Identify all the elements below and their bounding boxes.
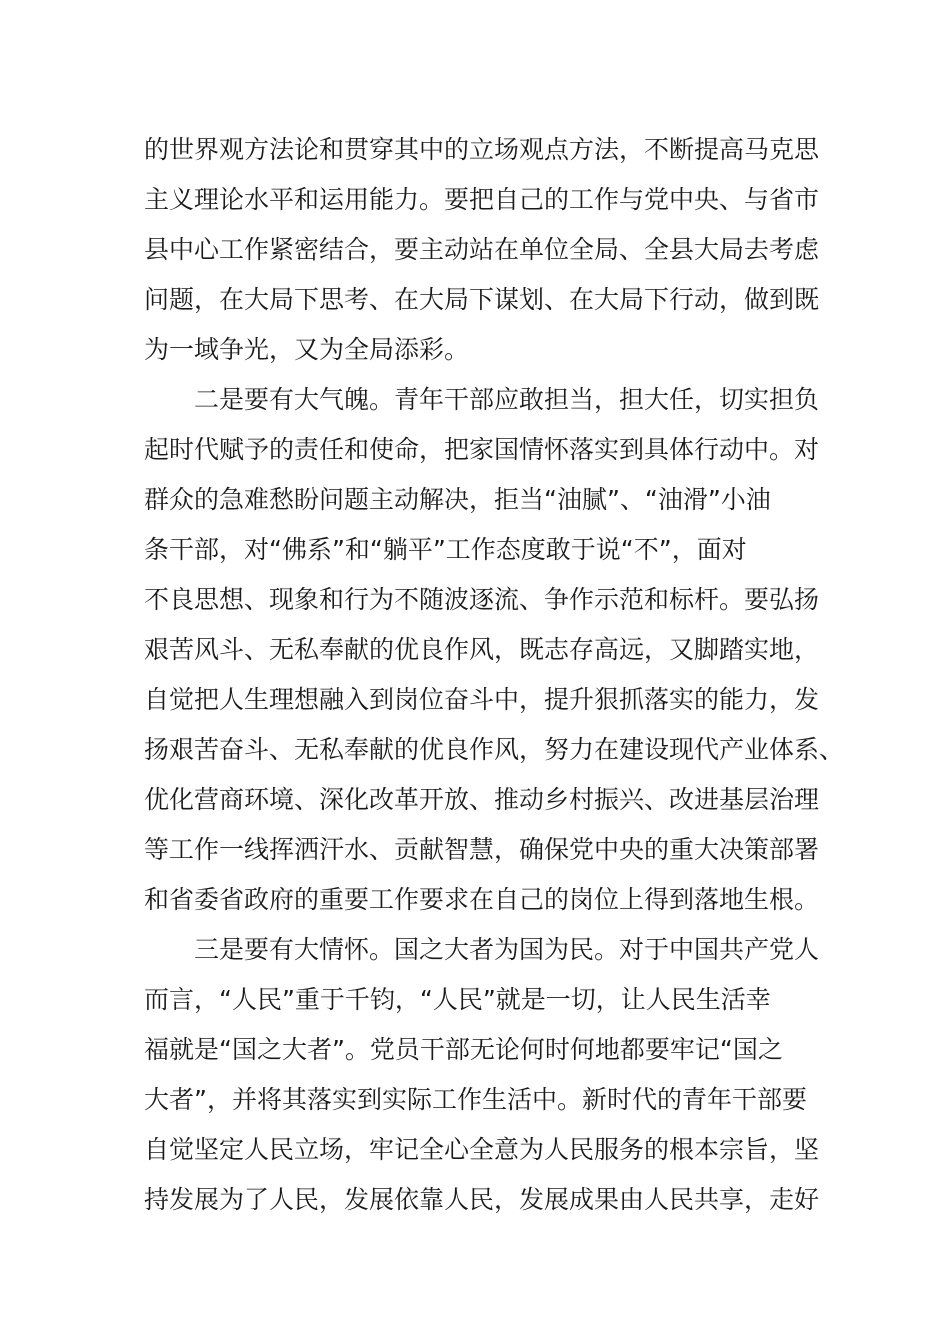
text-line: 县中心工作紧密结合，要主动站在单位全局、全县大局去考虑 (144, 235, 820, 264)
text-line: 大者”，并将其落实到实际工作生活中。新时代的青年干部要 (144, 1085, 807, 1114)
text-line: 问题，在大局下思考、在大局下谋划、在大局下行动，做到既 (144, 285, 820, 314)
text-line: 自觉坚定人民立场，牢记全心全意为人民服务的根本宗旨，坚 (144, 1135, 820, 1164)
text-line: 优化营商环境、深化改革开放、推动乡村振兴、改进基层治理 (144, 785, 820, 814)
text-line: 福就是“国之大者”。党员干部无论何时何地都要牢记“国之 (144, 1035, 783, 1064)
paragraph-start-line: 三是要有大情怀。国之大者为国为民。对于中国共产党人 (144, 935, 820, 964)
paragraph-start-line: 二是要有大气魄。青年干部应敢担当，担大任，切实担负 (144, 385, 820, 414)
text-line: 等工作一线挥洒汗水、贡献智慧，确保党中央的重大决策部署 (144, 835, 820, 864)
text-line: 和省委省政府的重要工作要求在自己的岗位上得到落地生根。 (144, 885, 820, 914)
text-line: 的世界观方法论和贯穿其中的立场观点方法，不断提高马克思 (144, 135, 820, 164)
text-line: 不良思想、现象和行为不随波逐流、争作示范和标杆。要弘扬 (144, 585, 820, 614)
text-line: 扬艰苦奋斗、无私奉献的优良作风，努力在建设现代产业体系、 (144, 735, 845, 764)
text-line: 自觉把人生理想融入到岗位奋斗中，提升狠抓落实的能力，发 (144, 685, 820, 714)
text-line: 主义理论水平和运用能力。要把自己的工作与党中央、与省市 (144, 185, 820, 214)
text-line: 为一域争光，又为全局添彩。 (144, 335, 470, 364)
document-body (144, 125, 844, 1225)
text-line: 艰苦风斗、无私奉献的优良作风，既志存高远，又脚踏实地， (144, 635, 820, 664)
text-line: 持发展为了人民，发展依靠人民，发展成果由人民共享，走好 (144, 1185, 820, 1214)
text-line: 而言，“人民”重于千钧，“人民”就是一切，让人民生活幸 (144, 985, 771, 1014)
text-line: 条干部，对“佛系”和“躺平”工作态度敢于说“不”，面对 (144, 535, 747, 564)
text-line: 起时代赋予的责任和使命，把家国情怀落实到具体行动中。对 (144, 435, 820, 464)
text-line: 群众的急难愁盼问题主动解决，拒当“油腻”、“油滑”小油 (144, 485, 771, 514)
